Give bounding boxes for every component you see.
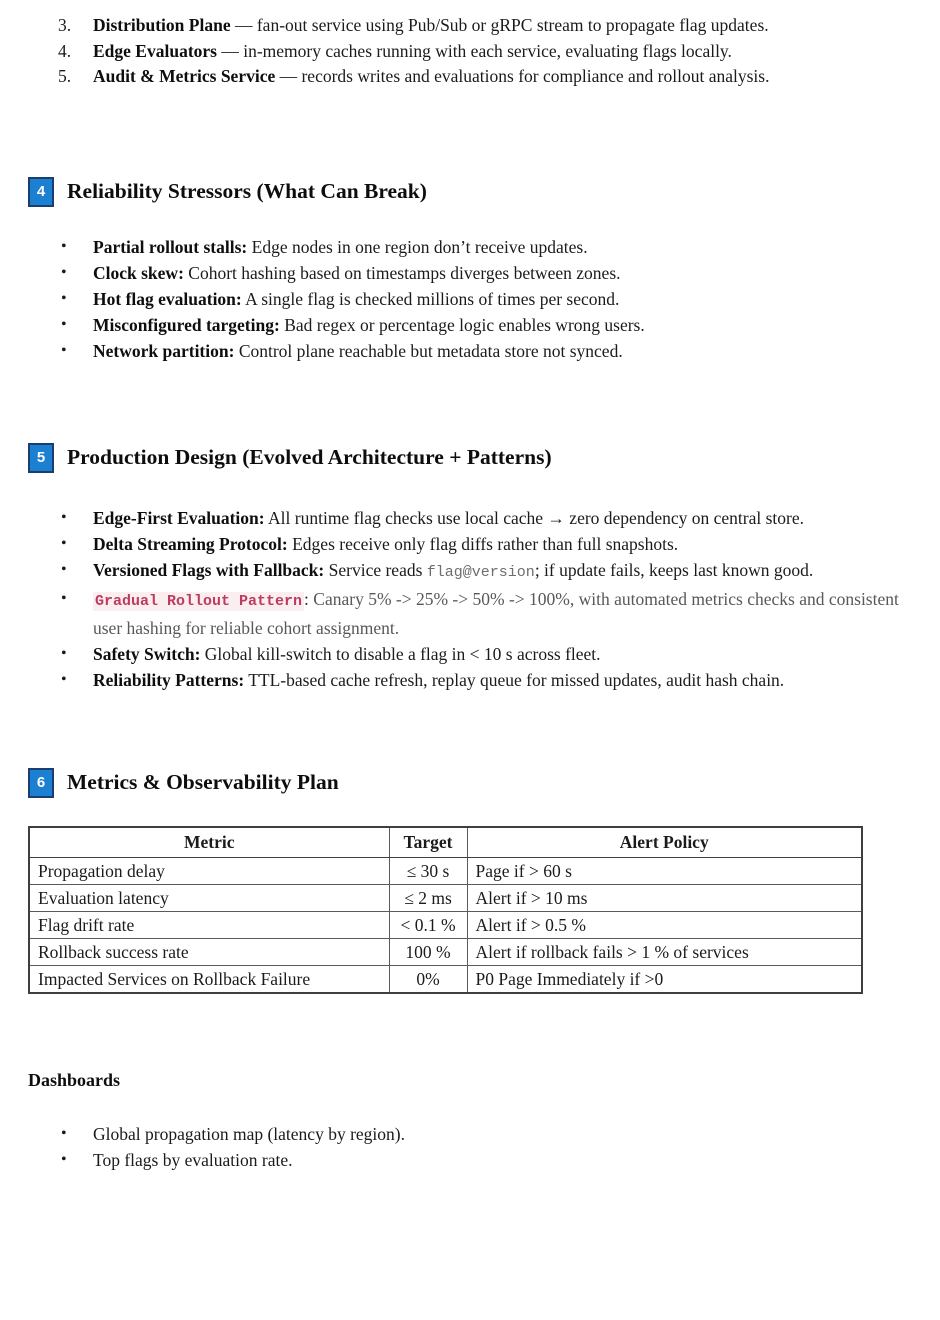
- cell-target: 100 %: [389, 938, 467, 965]
- bullet-marker: •: [61, 289, 67, 307]
- bullet-marker: •: [61, 1124, 67, 1142]
- colon: :: [304, 588, 309, 609]
- list-number: 4.: [58, 40, 72, 61]
- table-row: [29, 884, 862, 911]
- bullet-desc: Canary 5% -> 25% -> 50% -> 100%, with automated metrics checks and consistent user hashing for reliable cohort assignment.: [93, 588, 899, 638]
- bullet-item: [58, 557, 900, 586]
- bullet-term: Hot flag evaluation:: [93, 288, 242, 309]
- bullet-marker: •: [61, 315, 67, 333]
- metrics-table: [28, 826, 863, 994]
- bullet-desc: A single flag is checked millions of times per second.: [245, 288, 620, 309]
- bullet-marker: •: [61, 589, 67, 607]
- cell-alert: Alert if > 10 ms: [467, 884, 862, 911]
- section-5-heading: [28, 442, 900, 474]
- bullet-item: [58, 338, 900, 364]
- list-item-desc: — records writes and evaluations for compliance and rollout analysis.: [279, 66, 770, 86]
- bullet-term: Partial rollout stalls:: [93, 236, 248, 257]
- cell-metric: Evaluation latency: [29, 884, 389, 911]
- column-header-alert-policy: Alert Policy: [467, 827, 862, 858]
- table-row: [29, 911, 862, 938]
- bullet-item: [58, 586, 900, 641]
- column-header-target: Target: [389, 827, 467, 858]
- list-item-desc: — in-memory caches running with each service, evaluating flags locally.: [221, 40, 732, 61]
- bullet-desc: Edges receive only flag diffs rather than full snapshots.: [292, 533, 679, 554]
- bullet-marker: •: [61, 644, 67, 662]
- table-header-row: [29, 827, 862, 858]
- bullet-item: [58, 667, 900, 693]
- list-number: 3.: [58, 15, 72, 35]
- bullet-desc: Cohort hashing based on timestamps diverges between zones.: [188, 262, 621, 283]
- bullet-item: [58, 1121, 900, 1147]
- list-item: [58, 39, 900, 65]
- inline-code: flag@version: [426, 563, 535, 581]
- bullet-item: [58, 312, 900, 338]
- bullet-term: Safety Switch:: [93, 643, 201, 664]
- list-item-text: [93, 13, 769, 39]
- cell-metric: Propagation delay: [29, 857, 389, 884]
- bullet-term: Versioned Flags with Fallback:: [93, 559, 325, 580]
- section-6-heading: [28, 767, 900, 799]
- bullet-desc: Global kill-switch to disable a flag in < 10 s across fleet.: [204, 643, 601, 664]
- bullet-marker: •: [61, 341, 67, 359]
- dashboards-list: [58, 1121, 900, 1173]
- cell-target: ≤ 2 ms: [389, 884, 467, 911]
- bullet-text: [93, 286, 619, 312]
- cell-alert: P0 Page Immediately if >0: [467, 965, 862, 993]
- bullet-item: [58, 505, 900, 531]
- list-item-term: Distribution Plane: [93, 15, 231, 35]
- bullet-term: Misconfigured targeting:: [93, 314, 280, 335]
- bullet-desc: Edge nodes in one region don’t receive updates.: [251, 236, 588, 257]
- cell-metric: Impacted Services on Rollback Failure: [29, 965, 389, 993]
- list-item-term: Audit & Metrics Service: [93, 66, 276, 86]
- bullet-desc-pre: Service reads: [328, 559, 423, 580]
- table-row: [29, 965, 862, 993]
- column-header-metric: Metric: [29, 827, 389, 858]
- dashboards-heading: Dashboards: [28, 1069, 121, 1090]
- bullet-text: [93, 338, 623, 364]
- bullet-text: [93, 531, 678, 557]
- bullet-term: Clock skew:: [93, 262, 184, 283]
- table-row: [29, 857, 862, 884]
- section-title: Production Design (Evolved Architecture + Patterns): [67, 445, 552, 469]
- section-title: Reliability Stressors (What Can Break): [67, 179, 427, 203]
- bullet-item: [58, 531, 900, 557]
- section-number-badge: 6: [28, 768, 54, 798]
- bullet-term: Reliability Patterns:: [93, 669, 245, 690]
- bullet-marker: •: [61, 263, 67, 281]
- production-design-list: [58, 505, 900, 693]
- bullet-desc: Control plane reachable but metadata store not synced.: [238, 340, 623, 361]
- cell-alert: Page if > 60 s: [467, 857, 862, 884]
- bullet-text: [93, 667, 784, 693]
- list-number: 5.: [58, 66, 72, 86]
- bullet-item: [58, 286, 900, 312]
- list-item-text: [93, 64, 769, 90]
- cell-target: < 0.1 %: [389, 911, 467, 938]
- bullet-desc: TTL-based cache refresh, replay queue for missed updates, audit hash chain.: [248, 669, 785, 690]
- bullet-marker: •: [61, 670, 67, 688]
- bullet-term: Delta Streaming Protocol:: [93, 533, 288, 554]
- bullet-text: [93, 586, 900, 641]
- cell-target: ≤ 30 s: [389, 857, 467, 884]
- bullet-text: [93, 234, 588, 260]
- bullet-term: Edge-First Evaluation:: [93, 507, 265, 528]
- list-item-term: Edge Evaluators: [93, 40, 217, 61]
- architecture-components-list: [58, 13, 900, 90]
- list-item-text: [93, 39, 732, 65]
- cell-metric: Rollback success rate: [29, 938, 389, 965]
- bullet-marker: •: [61, 1150, 67, 1168]
- bullet-text: [93, 312, 645, 338]
- bullet-text: Global propagation map (latency by region).: [93, 1123, 405, 1144]
- list-item: [58, 64, 900, 90]
- cell-metric: Flag drift rate: [29, 911, 389, 938]
- list-item: [58, 13, 900, 39]
- cell-target: 0%: [389, 965, 467, 993]
- section-number-badge: 4: [28, 177, 54, 207]
- bullet-text: [93, 557, 813, 586]
- bullet-marker: •: [61, 534, 67, 552]
- bullet-text: Top flags by evaluation rate.: [93, 1149, 293, 1170]
- bullet-item: [58, 1147, 900, 1173]
- section-4-heading: [28, 176, 900, 208]
- section-number-badge: 5: [28, 443, 54, 473]
- cell-alert: Alert if rollback fails > 1 % of services: [467, 938, 862, 965]
- bullet-item: [58, 234, 900, 260]
- bullet-item: [58, 260, 900, 286]
- cell-alert: Alert if > 0.5 %: [467, 911, 862, 938]
- bullet-desc: All runtime flag checks use local cache → zero dependency on central store.: [268, 507, 804, 528]
- bullet-marker: •: [61, 560, 67, 578]
- bullet-marker: •: [61, 508, 67, 526]
- table-row: [29, 938, 862, 965]
- bullet-marker: •: [61, 237, 67, 255]
- bullet-text: [93, 260, 621, 286]
- inline-code-highlight: Gradual Rollout Pattern: [95, 592, 303, 610]
- bullet-desc-post: ; if update fails, keeps last known good.: [534, 559, 814, 580]
- bullet-item: [58, 641, 900, 667]
- reliability-stressors-list: [58, 234, 900, 364]
- bullet-text: [93, 641, 601, 667]
- section-title: Metrics & Observability Plan: [67, 770, 339, 794]
- bullet-term: Network partition:: [93, 340, 235, 361]
- bullet-text: [93, 505, 804, 531]
- list-item-desc: — fan-out service using Pub/Sub or gRPC stream to propagate flag updates.: [234, 15, 769, 35]
- bullet-desc: Bad regex or percentage logic enables wrong users.: [284, 314, 645, 335]
